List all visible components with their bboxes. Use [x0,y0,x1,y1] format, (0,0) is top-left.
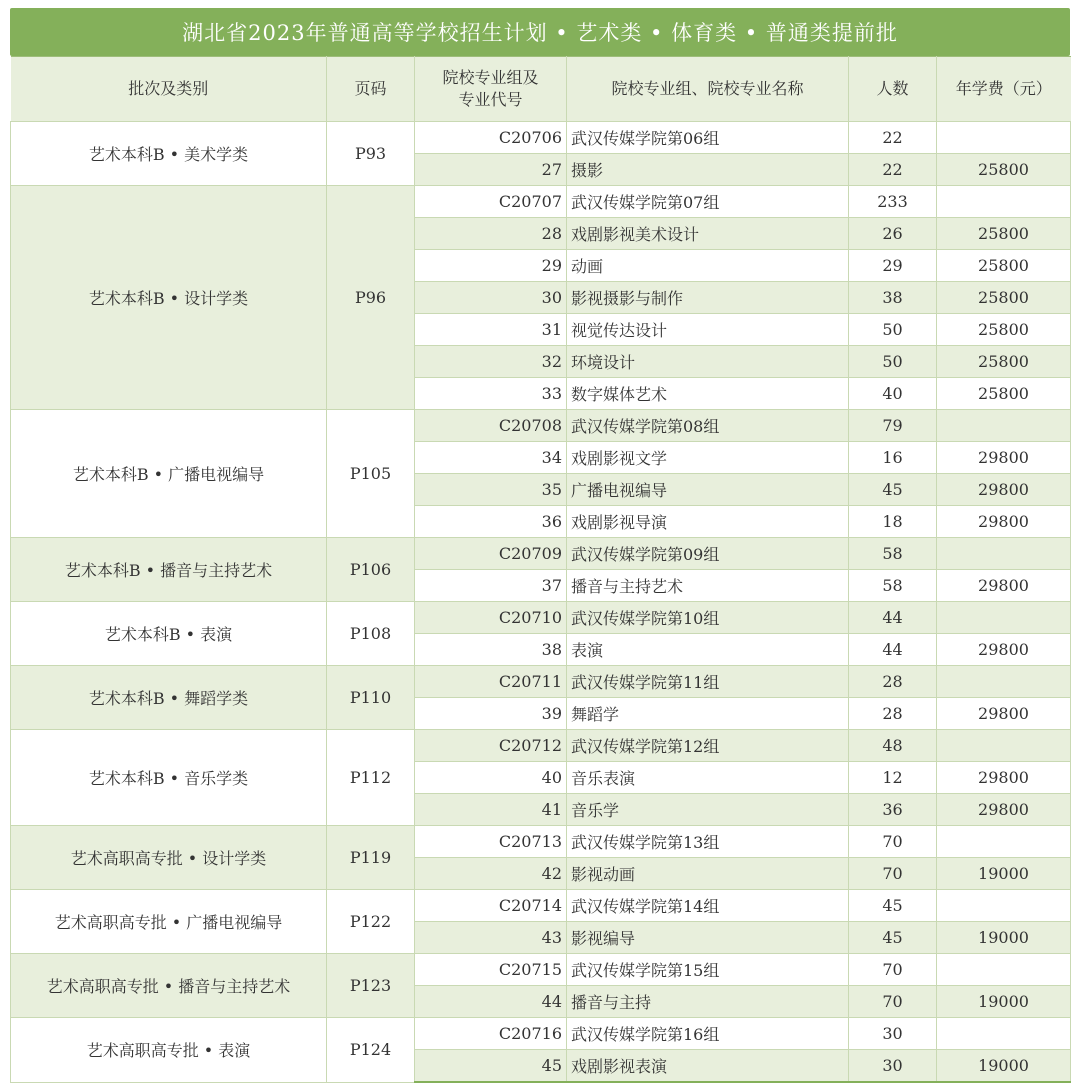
count-cell: 50 [849,314,937,346]
fee-cell: 19000 [937,858,1071,890]
major-name-cell: 播音与主持艺术 [567,570,849,602]
code-cell: 37 [415,570,567,602]
fee-cell: 19000 [937,986,1071,1018]
major-name-cell: 音乐表演 [567,762,849,794]
major-name-cell: 武汉传媒学院第15组 [567,954,849,986]
count-cell: 45 [849,890,937,922]
document-wrapper [10,8,1070,1083]
category-cell: 艺术本科B • 舞蹈学类 [11,666,327,730]
major-name-cell: 影视摄影与制作 [567,282,849,314]
count-cell: 44 [849,634,937,666]
category-cell: 艺术本科B • 美术学类 [11,122,327,186]
code-cell: C20709 [415,538,567,570]
fee-cell: 29800 [937,794,1071,826]
fee-cell: 25800 [937,154,1071,186]
count-cell: 18 [849,506,937,538]
count-cell: 22 [849,122,937,154]
category-cell: 艺术高职高专批 • 播音与主持艺术 [11,954,327,1018]
code-cell: 30 [415,282,567,314]
count-cell: 22 [849,154,937,186]
fee-cell [937,1018,1071,1050]
code-cell: C20713 [415,826,567,858]
category-cell: 艺术本科B • 设计学类 [11,186,327,410]
category-cell: 艺术本科B • 播音与主持艺术 [11,538,327,602]
table-row [11,730,1071,762]
table-row [11,666,1071,698]
count-cell: 58 [849,570,937,602]
count-cell: 233 [849,186,937,218]
count-cell: 45 [849,922,937,954]
page-cell: P122 [327,890,415,954]
table-row [11,1018,1071,1050]
count-cell: 30 [849,1018,937,1050]
code-cell: C20710 [415,602,567,634]
code-cell: 27 [415,154,567,186]
major-name-cell: 影视动画 [567,858,849,890]
major-name-cell: 摄影 [567,154,849,186]
table-body [11,122,1071,1083]
major-name-cell: 武汉传媒学院第16组 [567,1018,849,1050]
table-row [11,186,1071,218]
fee-cell: 29800 [937,474,1071,506]
fee-cell [937,538,1071,570]
major-name-cell: 视觉传达设计 [567,314,849,346]
major-name-cell: 播音与主持 [567,986,849,1018]
header-page: 页码 [327,57,415,122]
category-cell: 艺术高职高专批 • 表演 [11,1018,327,1083]
count-cell: 70 [849,858,937,890]
fee-cell [937,890,1071,922]
fee-cell: 29800 [937,762,1071,794]
code-cell: 45 [415,1050,567,1083]
table-row [11,826,1071,858]
major-name-cell: 武汉传媒学院第14组 [567,890,849,922]
fee-cell [937,122,1071,154]
code-cell: C20711 [415,666,567,698]
code-cell: 40 [415,762,567,794]
count-cell: 45 [849,474,937,506]
fee-cell: 29800 [937,570,1071,602]
header-code-line1: 院校专业组及 [442,68,539,87]
fee-cell: 29800 [937,506,1071,538]
major-name-cell: 武汉传媒学院第07组 [567,186,849,218]
code-cell: 28 [415,218,567,250]
table-row [11,602,1071,634]
code-cell: C20716 [415,1018,567,1050]
code-cell: 39 [415,698,567,730]
code-cell: C20714 [415,890,567,922]
count-cell: 70 [849,826,937,858]
code-cell: C20708 [415,410,567,442]
count-cell: 30 [849,1050,937,1083]
major-name-cell: 武汉传媒学院第09组 [567,538,849,570]
page-title: 湖北省2023年普通高等学校招生计划 • 艺术类 • 体育类 • 普通类提前批 [10,8,1070,56]
major-name-cell: 武汉传媒学院第13组 [567,826,849,858]
header-code [415,57,567,122]
major-name-cell: 环境设计 [567,346,849,378]
code-cell: 43 [415,922,567,954]
code-cell: C20707 [415,186,567,218]
major-name-cell: 戏剧影视文学 [567,442,849,474]
fee-cell: 29800 [937,698,1071,730]
major-name-cell: 动画 [567,250,849,282]
fee-cell: 19000 [937,922,1071,954]
fee-cell: 29800 [937,634,1071,666]
fee-cell: 25800 [937,378,1071,410]
count-cell: 70 [849,954,937,986]
major-name-cell: 武汉传媒学院第06组 [567,122,849,154]
major-name-cell: 音乐学 [567,794,849,826]
count-cell: 16 [849,442,937,474]
major-name-cell: 戏剧影视表演 [567,1050,849,1083]
page-cell: P124 [327,1018,415,1083]
code-cell: C20706 [415,122,567,154]
major-name-cell: 广播电视编导 [567,474,849,506]
major-name-cell: 影视编导 [567,922,849,954]
page-cell: P93 [327,122,415,186]
code-cell: 42 [415,858,567,890]
major-name-cell: 武汉传媒学院第10组 [567,602,849,634]
page-cell: P105 [327,410,415,538]
category-cell: 艺术高职高专批 • 广播电视编导 [11,890,327,954]
page-cell: P96 [327,186,415,410]
fee-cell [937,826,1071,858]
header-code-line2: 专业代号 [458,90,523,109]
table-row [11,538,1071,570]
count-cell: 12 [849,762,937,794]
page-cell: P123 [327,954,415,1018]
count-cell: 79 [849,410,937,442]
category-cell: 艺术高职高专批 • 设计学类 [11,826,327,890]
major-name-cell: 戏剧影视导演 [567,506,849,538]
major-name-cell: 数字媒体艺术 [567,378,849,410]
count-cell: 26 [849,218,937,250]
header-category: 批次及类别 [11,57,327,122]
fee-cell: 25800 [937,346,1071,378]
page-cell: P110 [327,666,415,730]
count-cell: 28 [849,666,937,698]
count-cell: 36 [849,794,937,826]
count-cell: 40 [849,378,937,410]
count-cell: 38 [849,282,937,314]
fee-cell: 25800 [937,218,1071,250]
count-cell: 58 [849,538,937,570]
fee-cell: 29800 [937,442,1071,474]
category-cell: 艺术本科B • 音乐学类 [11,730,327,826]
code-cell: 29 [415,250,567,282]
fee-cell [937,730,1071,762]
count-cell: 48 [849,730,937,762]
fee-cell [937,954,1071,986]
fee-cell [937,410,1071,442]
code-cell: 33 [415,378,567,410]
table-row [11,954,1071,986]
header-fee: 年学费（元） [937,57,1071,122]
code-cell: 36 [415,506,567,538]
code-cell: 35 [415,474,567,506]
code-cell: 38 [415,634,567,666]
fee-cell [937,602,1071,634]
header-name: 院校专业组、院校专业名称 [567,57,849,122]
count-cell: 44 [849,602,937,634]
table-row [11,410,1071,442]
category-cell: 艺术本科B • 广播电视编导 [11,410,327,538]
code-cell: 31 [415,314,567,346]
fee-cell: 25800 [937,282,1071,314]
major-name-cell: 舞蹈学 [567,698,849,730]
code-cell: 41 [415,794,567,826]
major-name-cell: 武汉传媒学院第08组 [567,410,849,442]
page-cell: P119 [327,826,415,890]
table-header [11,57,1071,122]
count-cell: 50 [849,346,937,378]
major-name-cell: 戏剧影视美术设计 [567,218,849,250]
fee-cell [937,186,1071,218]
count-cell: 29 [849,250,937,282]
fee-cell: 19000 [937,1050,1071,1083]
fee-cell: 25800 [937,314,1071,346]
major-name-cell: 武汉传媒学院第12组 [567,730,849,762]
category-cell: 艺术本科B • 表演 [11,602,327,666]
code-cell: 44 [415,986,567,1018]
major-name-cell: 表演 [567,634,849,666]
code-cell: 32 [415,346,567,378]
fee-cell [937,666,1071,698]
code-cell: C20715 [415,954,567,986]
count-cell: 70 [849,986,937,1018]
count-cell: 28 [849,698,937,730]
page-cell: P108 [327,602,415,666]
major-name-cell: 武汉传媒学院第11组 [567,666,849,698]
header-count: 人数 [849,57,937,122]
table-row [11,122,1071,154]
enrollment-plan-table [10,56,1071,1083]
page-cell: P112 [327,730,415,826]
code-cell: 34 [415,442,567,474]
table-row [11,890,1071,922]
code-cell: C20712 [415,730,567,762]
fee-cell: 25800 [937,250,1071,282]
page-cell: P106 [327,538,415,602]
